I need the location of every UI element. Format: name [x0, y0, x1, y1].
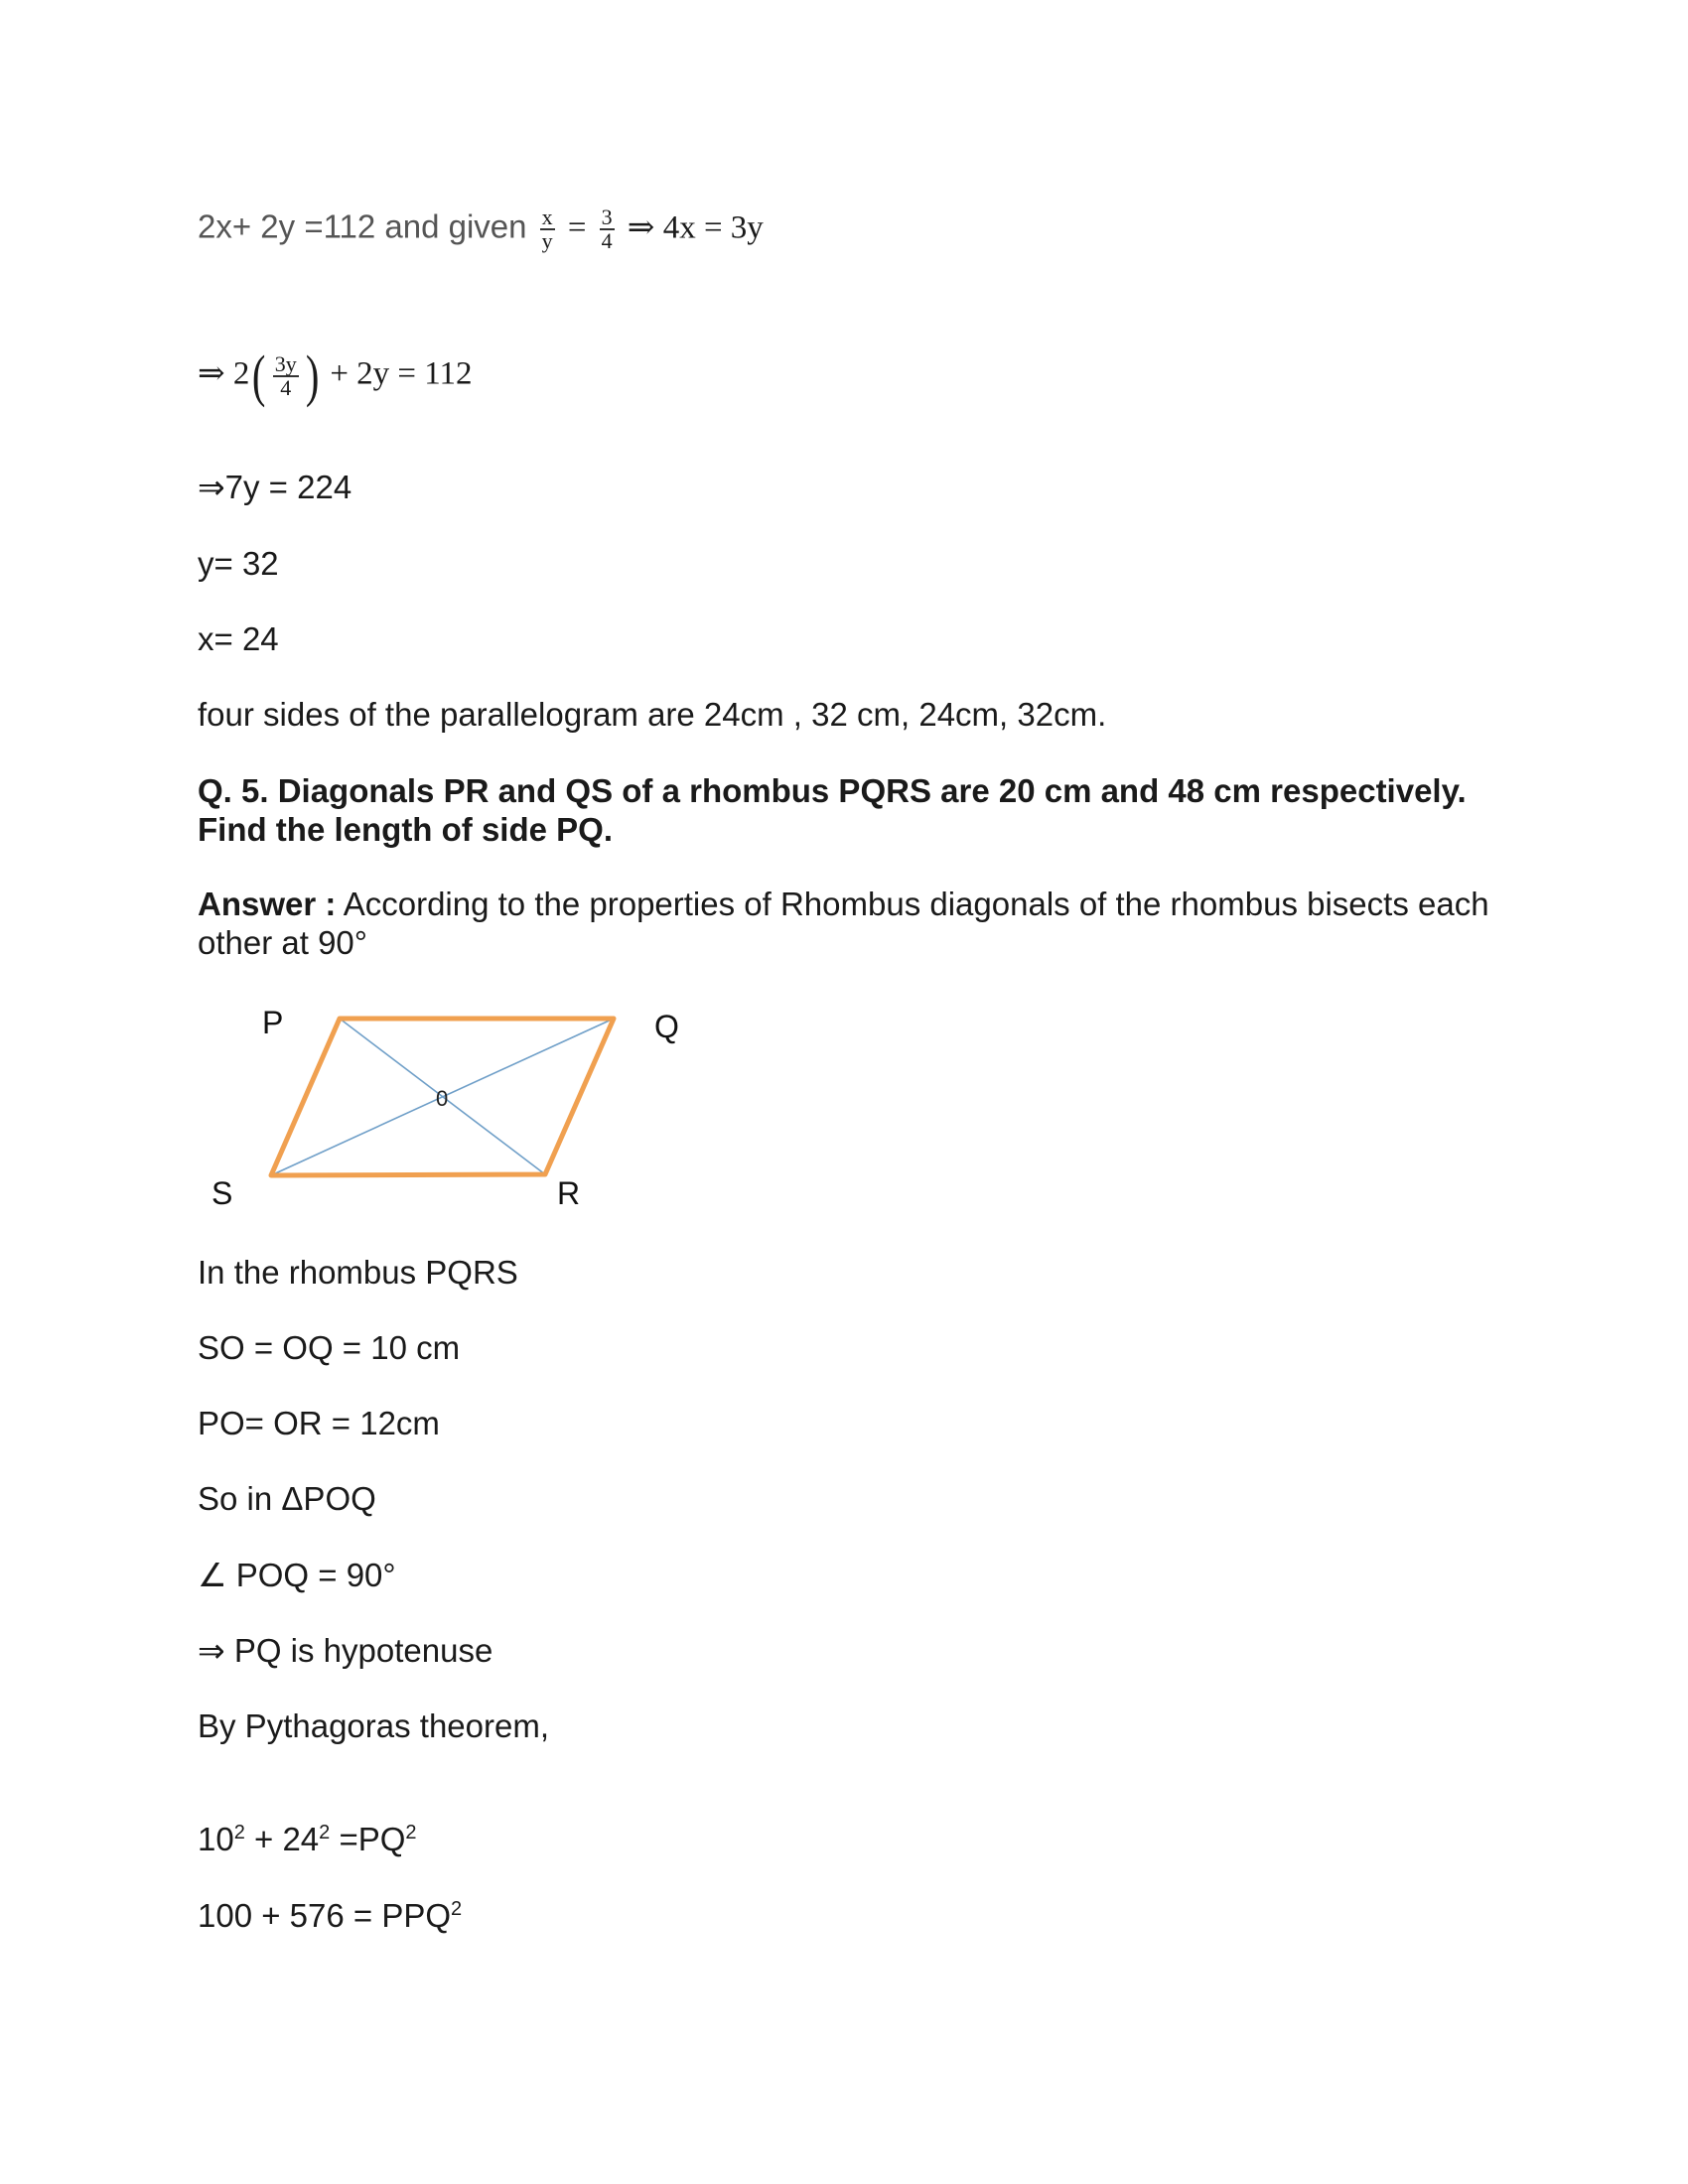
vertex-label-r: R [557, 1175, 581, 1211]
answer-text: According to the properties of Rhombus diagonals of the rhombus bisects each other at 90° [198, 886, 1489, 961]
equation-line-1 [198, 206, 764, 252]
left-paren: ( [252, 343, 266, 408]
eq1-lhs: 2x+ 2y =112 and given [198, 207, 527, 245]
text-line: ∠ POQ = 90° [198, 1557, 396, 1593]
fraction-denominator: 4 [280, 375, 292, 400]
text-line: x= 24 [198, 620, 279, 657]
right-paren: ) [305, 343, 320, 408]
fraction-denominator: 4 [601, 228, 613, 253]
vertex-label-q: Q [654, 1009, 679, 1044]
answer-label: Answer : [198, 886, 337, 922]
text-line: By Pythagoras theorem, [198, 1707, 550, 1744]
fraction-numerator: x [541, 205, 553, 229]
fraction-3y-over-4 [273, 353, 299, 399]
rhombus-figure [198, 998, 714, 1226]
eq2-suffix: + 2y = 112 [330, 355, 473, 392]
term-eq: =PQ [330, 1821, 406, 1857]
text-line: ⇒ PQ is hypotenuse [198, 1632, 493, 1669]
text-line: four sides of the parallelogram are 24cm , 32 cm, 24cm, 32cm. [198, 696, 1107, 733]
exponent: 2 [405, 1822, 417, 1843]
eq1-rhs: ⇒ 4x = 3y [627, 209, 764, 246]
center-label-o: 0 [436, 1086, 449, 1111]
sum-text: 100 + 576 = PPQ [198, 1897, 452, 1934]
text-line: ⇒7y = 224 [198, 469, 352, 505]
text-line: y= 32 [198, 545, 279, 582]
term-plus: + 24 [244, 1821, 320, 1857]
fraction-numerator: 3 [601, 205, 613, 229]
eq2-prefix: ⇒ 2 [198, 355, 250, 392]
pythagoras-equation [198, 1820, 417, 1859]
fraction-3-over-4 [600, 206, 615, 252]
term-base: 10 [198, 1821, 234, 1857]
fraction-numerator: 3y [274, 351, 297, 376]
text-line: So in ΔPOQ [198, 1480, 376, 1517]
text-line: SO = OQ = 10 cm [198, 1329, 461, 1366]
question-heading: Q. 5. Diagonals PR and QS of a rhombus PQRS are 20 cm and 48 cm respectively. Find the length of side PQ. [198, 772, 1467, 848]
answer-paragraph [198, 885, 1508, 962]
exponent: 2 [451, 1898, 463, 1920]
exponent: 2 [319, 1822, 331, 1843]
fraction-denominator: y [541, 228, 553, 253]
sum-equation [198, 1896, 462, 1936]
fraction-x-over-y [540, 206, 555, 252]
equation-line-2 [198, 343, 473, 408]
text-line: In the rhombus PQRS [198, 1254, 518, 1291]
vertex-label-p: P [262, 1005, 284, 1040]
eq1-equals: = [567, 209, 587, 246]
vertex-label-s: S [211, 1175, 233, 1211]
exponent: 2 [233, 1822, 245, 1843]
text-line: PO= OR = 12cm [198, 1405, 440, 1441]
